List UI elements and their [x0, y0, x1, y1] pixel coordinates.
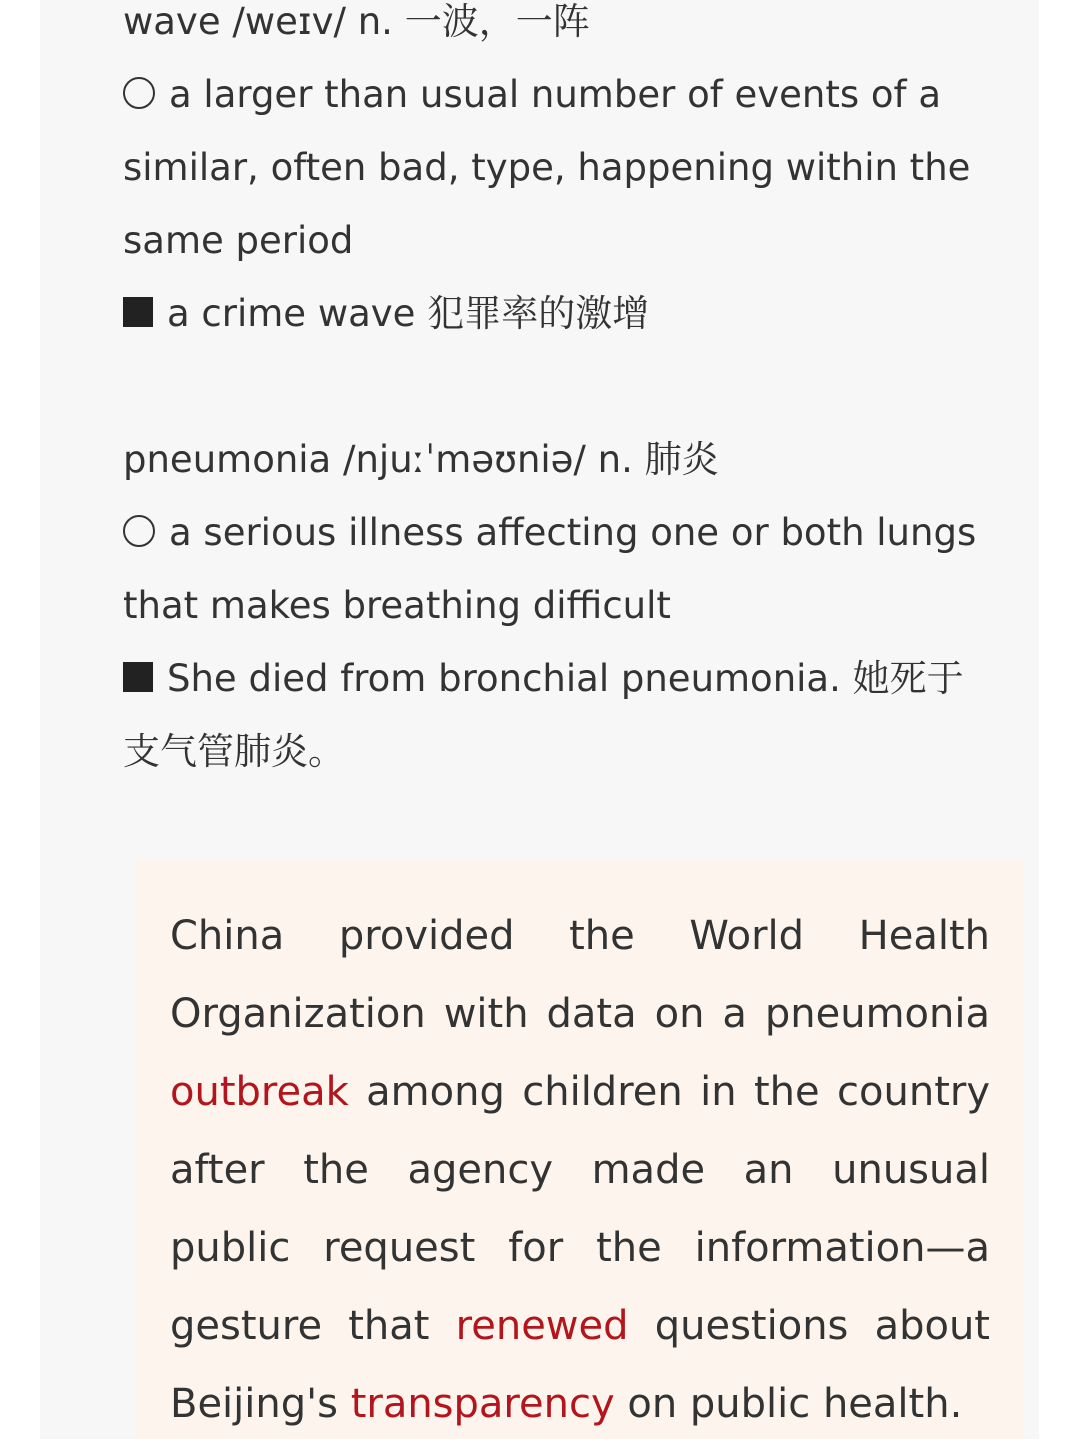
- square-icon: [123, 662, 153, 692]
- example-text: a crime wave 犯罪率的激增: [167, 292, 650, 335]
- highlighted-word: outbreak: [170, 1069, 349, 1115]
- vocab-entry: [123, 423, 983, 788]
- definition-text: a larger than usual number of events of a similar, often bad, type, happening within the same period: [123, 73, 971, 262]
- circle-icon: [123, 515, 155, 547]
- definition-text: a serious illness affecting one or both lungs that makes breathing difficult: [123, 511, 977, 627]
- example: [123, 642, 983, 788]
- example-text: She died from bronchial pneumonia. 她死于支气管肺炎。: [123, 657, 964, 773]
- highlighted-word: transparency: [350, 1381, 615, 1427]
- square-icon: [123, 297, 153, 327]
- passage-segment: on public health.: [614, 1381, 963, 1427]
- highlighted-word: renewed: [455, 1303, 629, 1349]
- headword-line: wave /weɪv/ n. 一波，一阵: [123, 0, 590, 43]
- circle-icon: [123, 77, 155, 109]
- passage-box: [136, 859, 1024, 1439]
- passage-text: [170, 897, 990, 1443]
- vocab-entry: [123, 0, 983, 350]
- definition: [123, 496, 983, 642]
- passage-segment: among children in the country after the agency made an unusual public request for the information—a gesture that: [170, 1069, 990, 1349]
- vocabulary-section: [123, 0, 983, 861]
- headword-line: pneumonia /njuːˈməʊniə/ n. 肺炎: [123, 438, 719, 481]
- passage-segment: questions about Beijing's: [170, 1303, 990, 1427]
- article-page: [40, 0, 1039, 1439]
- example: [123, 277, 983, 350]
- passage-segment: China provided the World Health Organization with data on a pneumonia: [170, 913, 990, 1037]
- definition: [123, 58, 983, 277]
